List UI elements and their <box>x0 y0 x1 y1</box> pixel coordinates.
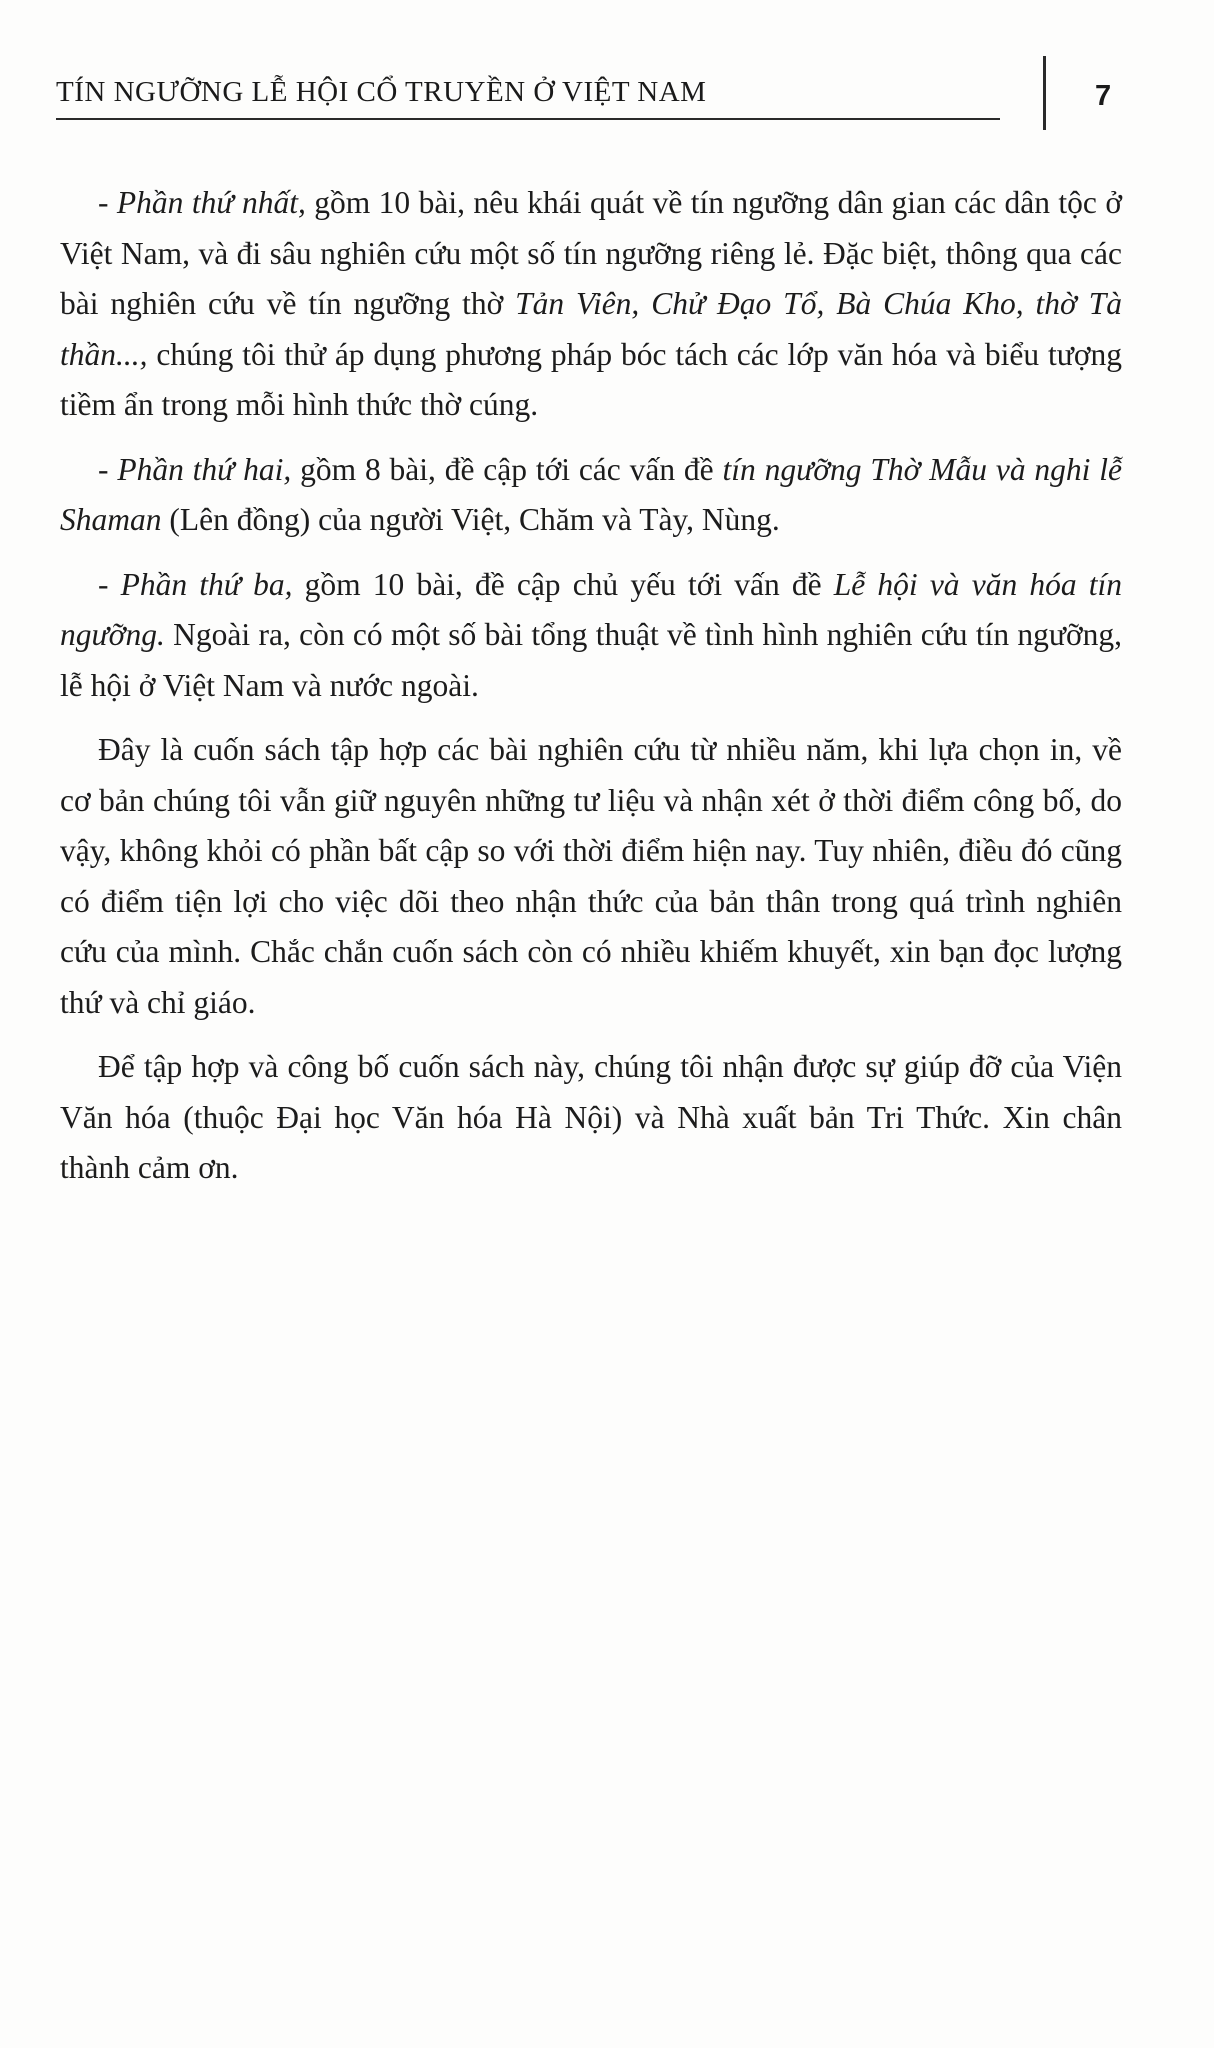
paragraph-lead: - <box>98 451 118 487</box>
running-header-title: TÍN NGƯỠNG LỄ HỘI CỔ TRUYỀN Ở VIỆT NAM <box>56 76 707 108</box>
text-run: Ngoài ra, còn có một số bài tổng thuật về tình hình nghiên cứu tín ngưỡng, lễ hội ở Việt Nam và nước ngoài. <box>60 617 1122 703</box>
text-run: chúng tôi thử áp dụng phương pháp bóc tách các lớp văn hóa và biểu tượng tiềm ẩn trong mỗi hình thức thờ cúng. <box>60 336 1122 422</box>
paragraph-lead: - <box>98 566 121 602</box>
text-run: gồm 8 bài, đề cập tới các vấn đề <box>291 451 723 487</box>
part-three-heading: Phần thứ ba, <box>120 566 293 602</box>
paragraph-lead: - <box>98 185 117 220</box>
italic-term: Lễ hội và văn hóa tín ngưỡng. <box>60 566 1122 652</box>
paragraph-book-note: Đây là cuốn sách tập hợp các bài nghiên cứu từ nhiều năm, khi lựa chọn in, về cơ bản chúng tôi vẫn giữ nguyên những tư liệu và nhận xét ở thời điểm công bố, do vậy, không khỏi có phần bất cập so với thời điểm hiện nay. Tuy nhiên, điều đó cũng có điểm tiện lợi cho việc dõi theo nhận thức của bản thân trong quá trình nghiên cứu của mình. Chắc chắn cuốn sách còn có nhiều khiếm khuyết, xin bạn đọc lượng thứ và chỉ giáo. <box>60 732 1122 1020</box>
paragraph-part-three <box>60 560 1122 712</box>
page-number: 7 <box>1095 80 1112 112</box>
header-divider <box>1043 56 1046 130</box>
italic-term-list: Tản Viên, Chử Đạo Tổ, Bà Chúa Kho, thờ Tà thần..., <box>60 286 1122 372</box>
text-run: gồm 10 bài, đề cập chủ yếu tới vấn đề <box>292 566 834 602</box>
part-one-heading: Phần thứ nhất, <box>116 185 306 220</box>
text-run: (Lên đồng) của người Việt, Chăm và Tày, Nùng. <box>161 502 780 537</box>
italic-term: tín ngưỡng Thờ Mẫu và nghi lễ Shaman <box>60 451 1122 537</box>
paragraph-acknowledgement: Để tập hợp và công bố cuốn sách này, chúng tôi nhận được sự giúp đỡ của Viện Văn hóa (thuộc Đại học Văn hóa Hà Nội) và Nhà xuất bản Tri Thức. Xin chân thành cảm ơn. <box>60 1049 1122 1185</box>
part-two-heading: Phần thứ hai, <box>117 451 292 487</box>
text-run: gồm 10 bài, nêu khái quát về tín ngưỡng dân gian các dân tộc ở Việt Nam, và đi sâu nghiên cứu một số tín ngưỡng riêng lẻ. Đặc biệt, thông qua các bài nghiên cứu về tín ngưỡng thờ <box>60 185 1122 321</box>
body-text <box>60 178 1122 1208</box>
header-rule <box>56 118 1000 120</box>
paragraph-part-two <box>60 445 1122 546</box>
paragraph-part-one <box>60 178 1122 431</box>
